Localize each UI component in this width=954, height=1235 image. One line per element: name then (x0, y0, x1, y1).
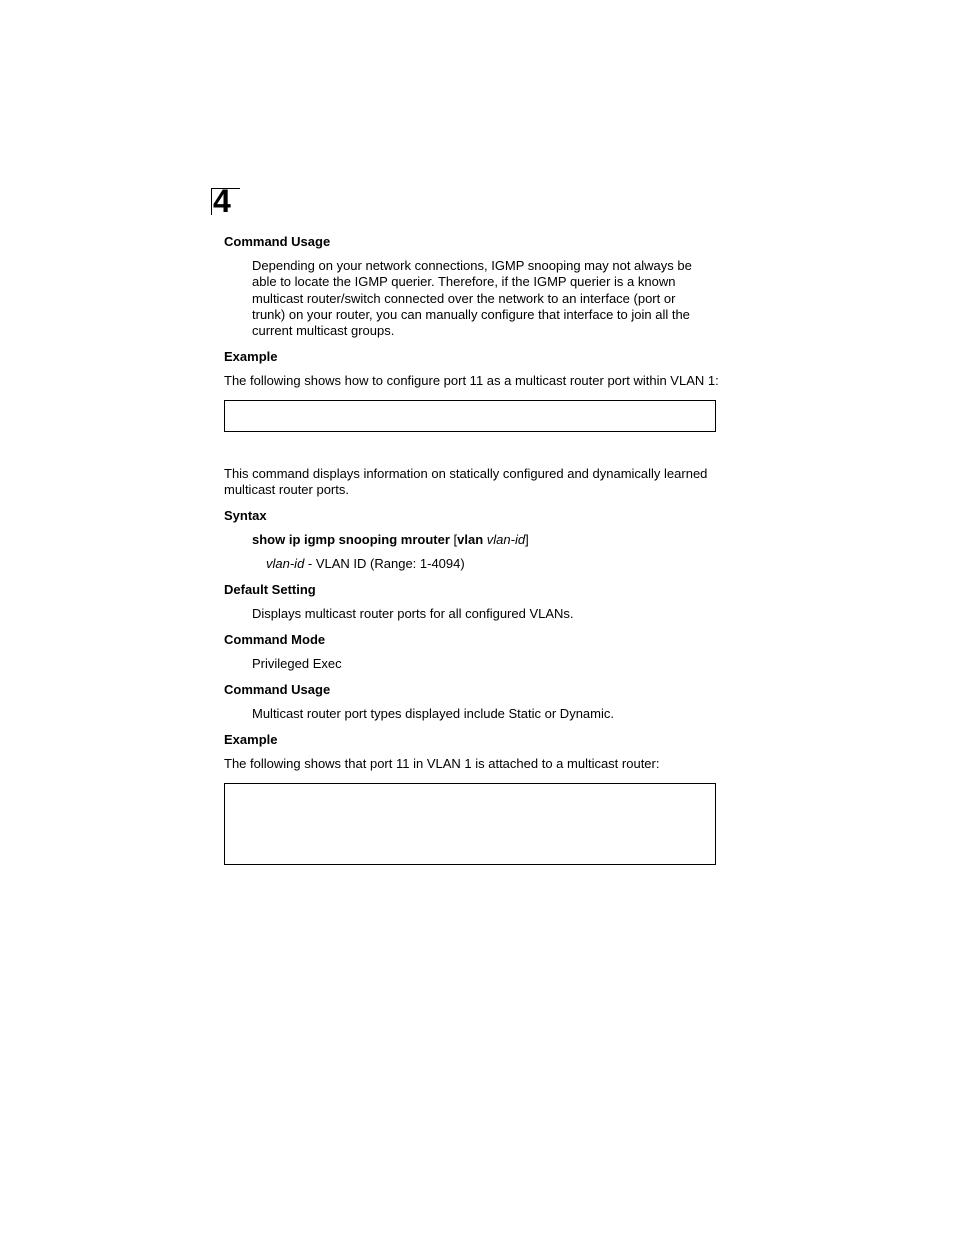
default-setting-text: Displays multicast router ports for all configured VLANs. (252, 606, 574, 621)
command-usage-text-2: Multicast router port types displayed include Static or Dynamic. (252, 706, 614, 721)
parameter-name: vlan-id (266, 556, 305, 571)
command-usage-text: Depending on your network connections, IGMP snooping may not always be able to locate the IGMP querier. Therefore, if the IGMP querier is a known multicast router/switch connected over the network to an interface (port or trunk) on your router, you can manually configure that interface to join all the current multicast groups. (252, 258, 692, 339)
example-text-2: The following shows that port 11 in VLAN 1 is attached to a multicast router: (224, 756, 660, 771)
code-example-box (224, 400, 716, 432)
code-example-box-2 (224, 783, 716, 865)
example-text: The following shows how to configure port 11 as a multicast router port within VLAN 1: (224, 373, 719, 388)
command-mode-text: Privileged Exec (252, 656, 342, 671)
command-usage-heading-2: Command Usage (224, 682, 331, 697)
example-heading: Example (224, 349, 278, 364)
syntax-parameter: vlan-id (486, 532, 526, 547)
parameter-description (266, 556, 465, 572)
syntax-command: show ip igmp snooping mrouter (252, 532, 450, 547)
syntax-line (252, 532, 529, 548)
syntax-keyword-vlan: vlan (457, 532, 484, 547)
syntax-close-bracket: ] (525, 532, 529, 547)
default-setting-heading: Default Setting (224, 582, 316, 597)
command-mode-heading: Command Mode (224, 632, 326, 647)
chapter-number: 4 (213, 183, 231, 219)
parameter-text: - VLAN ID (Range: 1-4094) (304, 556, 465, 571)
syntax-heading: Syntax (224, 508, 267, 523)
example-heading-2: Example (224, 732, 278, 747)
syntax-open-bracket: [ (449, 532, 458, 547)
command-usage-heading: Command Usage (224, 234, 331, 249)
command-description: This command displays information on statically configured and dynamically learned multicast router ports. (224, 466, 708, 498)
